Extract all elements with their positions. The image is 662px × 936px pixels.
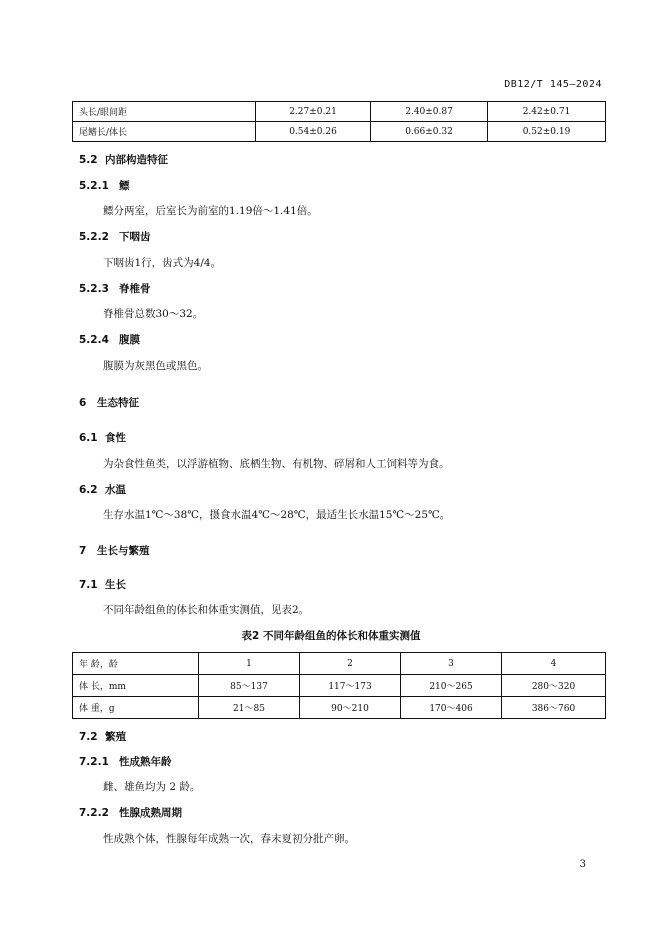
paragraph-vertebrae: 脊椎骨总数30～32。 — [103, 308, 204, 320]
paragraph-pharyngeal-teeth: 下咽齿1行，齿式为4/4。 — [103, 257, 222, 269]
section-heading-6-2 — [79, 482, 126, 497]
table-row — [73, 102, 606, 122]
section-heading-5-2-4 — [79, 332, 140, 347]
section-title: 生长与繁殖 — [97, 545, 150, 557]
section-title: 性腺成熟周期 — [119, 807, 182, 819]
table-cell: 1 — [199, 653, 300, 675]
table-cell: 体 重，g — [73, 697, 199, 719]
section-heading-7-2-2 — [79, 805, 182, 820]
section-title: 繁殖 — [105, 731, 126, 743]
section-title: 内部构造特征 — [105, 154, 168, 166]
table-cell: 386～760 — [502, 697, 606, 719]
section-title: 性成熟年龄 — [119, 756, 172, 768]
table-cell: 3 — [401, 653, 502, 675]
table-row — [73, 697, 606, 719]
section-heading-7-1 — [79, 577, 126, 592]
section-number: 7.2.2 — [79, 807, 109, 819]
document-code-header: DB12/T 145—2024 — [504, 79, 602, 90]
section-number: 6.2 — [79, 484, 98, 496]
table-cell: 85～137 — [199, 675, 300, 697]
section-heading-7-2-1 — [79, 754, 172, 769]
table-cell: 2 — [300, 653, 401, 675]
table-cell: 2.40±0.87 — [371, 102, 488, 122]
table-cell: 4 — [502, 653, 606, 675]
section-number: 5.2.3 — [79, 283, 109, 295]
section-heading-6-1 — [79, 430, 126, 445]
section-number: 7.2 — [79, 731, 98, 743]
table-cell: 21～85 — [199, 697, 300, 719]
paragraph-swim-bladder: 鳔分两室，后室长为前室的1.19倍～1.41倍。 — [103, 205, 318, 217]
section-heading-5-2-3 — [79, 281, 151, 296]
paragraph-gonad-cycle: 性成熟个体，性腺每年成熟一次，春末夏初分批产卵。 — [103, 833, 355, 845]
table-cell: 2.27±0.21 — [256, 102, 371, 122]
morphometric-ratio-table — [72, 101, 606, 142]
paragraph-growth: 不同年龄组鱼的体长和体重实测值，见表2。 — [103, 604, 310, 616]
section-title: 生态特征 — [97, 397, 139, 409]
section-heading-5-2 — [79, 152, 168, 167]
table-cell: 170～406 — [401, 697, 502, 719]
paragraph-maturity-age: 雌、雄鱼均为 2 龄。 — [103, 781, 201, 793]
table-row — [73, 122, 606, 142]
section-number: 7 — [79, 545, 87, 557]
table-cell: 年 龄，龄 — [73, 653, 199, 675]
section-number: 7.1 — [79, 579, 98, 591]
section-number: 6 — [79, 397, 87, 409]
paragraph-diet: 为杂食性鱼类，以浮游植物、底栖生物、有机物、碎屑和人工饲料等为食。 — [103, 458, 450, 470]
section-number: 5.2.2 — [79, 231, 109, 243]
section-title: 腹膜 — [119, 334, 140, 346]
section-number: 5.2.1 — [79, 180, 109, 192]
table-cell: 280～320 — [502, 675, 606, 697]
section-heading-7 — [79, 543, 150, 558]
age-length-weight-table — [72, 652, 606, 719]
section-heading-5-2-1 — [79, 178, 130, 193]
section-heading-5-2-2 — [79, 229, 151, 244]
section-heading-7-2 — [79, 729, 126, 744]
table-cell: 体 长，mm — [73, 675, 199, 697]
paragraph-water-temperature: 生存水温1℃～38℃，摄食水温4℃～28℃，最适生长水温15℃～25℃。 — [103, 509, 451, 521]
table-row — [73, 653, 606, 675]
table-cell: 117～173 — [300, 675, 401, 697]
table-cell: 90～210 — [300, 697, 401, 719]
table-cell: 0.54±0.26 — [256, 122, 371, 142]
section-number: 6.1 — [79, 432, 98, 444]
section-title: 生长 — [105, 579, 126, 591]
table-cell: 尾鳍长/体长 — [73, 122, 256, 142]
section-number: 5.2.4 — [79, 334, 109, 346]
section-title: 脊椎骨 — [119, 283, 151, 295]
table-cell: 0.52±0.19 — [488, 122, 606, 142]
section-heading-6 — [79, 395, 139, 410]
table-cell: 2.42±0.71 — [488, 102, 606, 122]
paragraph-peritoneum: 腹膜为灰黑色或黑色。 — [103, 360, 208, 372]
section-title: 鳔 — [119, 180, 130, 192]
page-number: 3 — [579, 859, 586, 870]
section-title: 水温 — [105, 484, 126, 496]
table-cell: 头长/眼间距 — [73, 102, 256, 122]
section-title: 下咽齿 — [119, 231, 151, 243]
table-cell: 210～265 — [401, 675, 502, 697]
table-caption: 表2 不同年龄组鱼的体长和体重实测值 — [241, 630, 421, 642]
section-title: 食性 — [105, 432, 126, 444]
section-number: 7.2.1 — [79, 756, 109, 768]
table-cell: 0.66±0.32 — [371, 122, 488, 142]
table-row — [73, 675, 606, 697]
section-number: 5.2 — [79, 154, 98, 166]
